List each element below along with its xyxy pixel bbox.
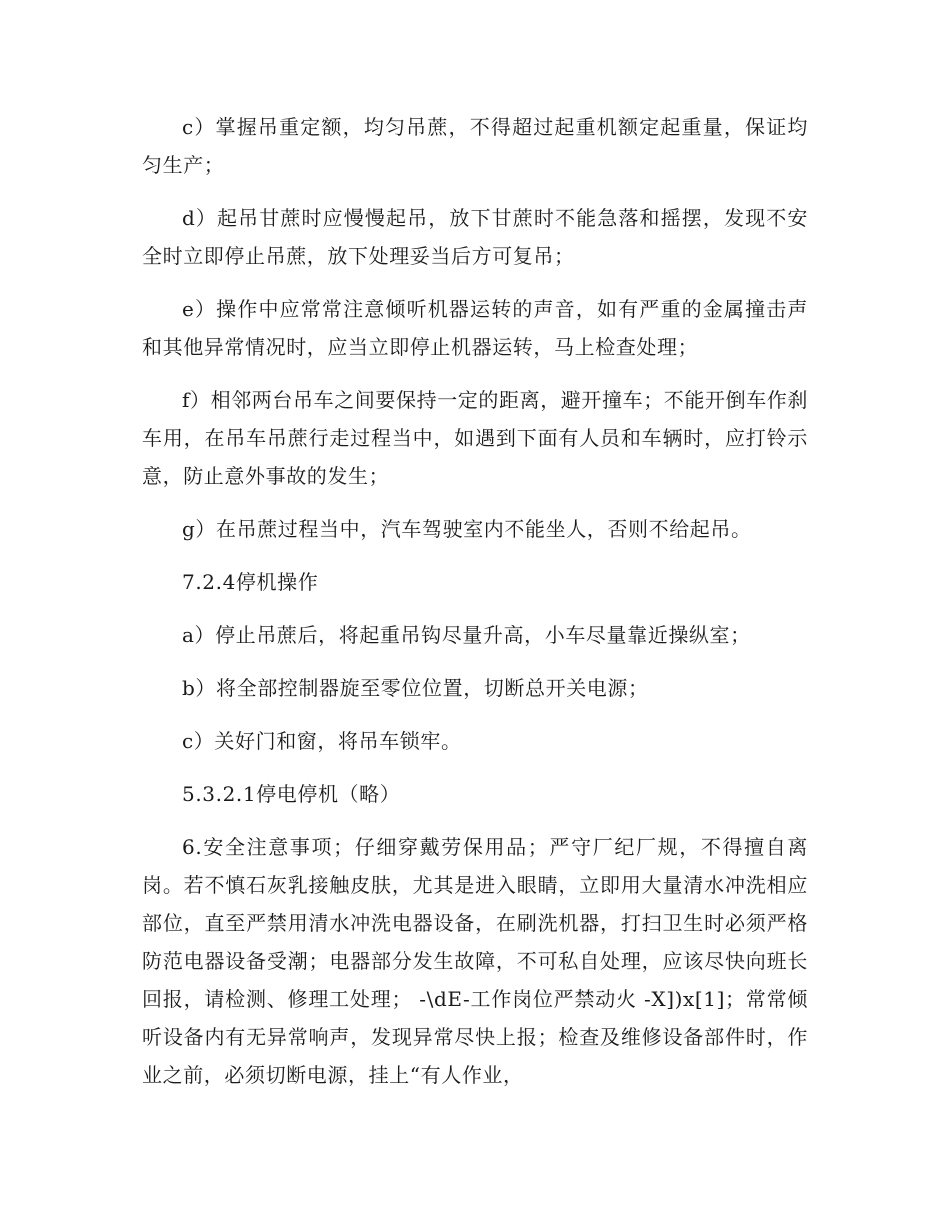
paragraph-a-stop-hook: a）停止吊蔗后，将起重吊钩尽量升高，小车尽量靠近操纵室； (182, 623, 751, 647)
paragraph-c-lift-rating: c）掌握吊重定额，均匀吊蔗，不得超过起重机额定起重量，保证均匀生产； (142, 115, 808, 177)
paragraph-safety-notes: 6.安全注意事项；仔细穿戴劳保用品；严守厂纪厂规，不得擅自离岗。若不慎石灰乳接触皮肤，尤其是进入眼睛，立即用大量清水冲洗相应部位，直至严禁用清水冲洗电器设备，在刷洗机器，打扫卫生时必须严格防范电器设备受潮；电器部分发生故障，不可私自处理，应该尽快向班长回报，请检测、修理工处理； -\dE-工作岗位严禁动火 -X])x[1]；常常倾听设备内有无异常响声，发现异常尽快上报；检查及维修设备部件时，作业之前，必须切断电源，挂上“有人作业， (142, 835, 808, 1087)
paragraph-e-listen-machine: e）操作中应常常注意倾听机器运转的声音，如有严重的金属撞击声和其他异常情况时，应当立即停止机器运转，马上检查处理； (142, 297, 808, 359)
document-body (142, 108, 808, 1109)
paragraph-f-distance: f）相邻两台吊车之间要保持一定的距离，避开撞车；不能开倒车作刹车用，在吊车吊蔗行走过程当中，如遇到下面有人员和车辆时，应打铃示意，防止意外事故的发生； (142, 388, 809, 488)
paragraph-g-no-driver: g）在吊蔗过程当中，汽车驾驶室内不能坐人，否则不给起吊。 (182, 517, 752, 541)
paragraph-d-slow-lift: d）起吊甘蔗时应慢慢起吊，放下甘蔗时不能急落和摇摆，发现不安全时立即停止吊蔗，放下处理妥当后方可复吊； (142, 206, 808, 268)
paragraph-c-lock-crane: c）关好门和窗，将吊车锁牢。 (182, 729, 462, 753)
paragraph-b-controller-zero: b）将全部控制器旋至零位位置，切断总开关电源； (182, 676, 649, 700)
section-heading-power-off: 5.3.2.1停电停机（略） (182, 782, 401, 806)
section-heading-shutdown: 7.2.4停机操作 (182, 570, 319, 594)
